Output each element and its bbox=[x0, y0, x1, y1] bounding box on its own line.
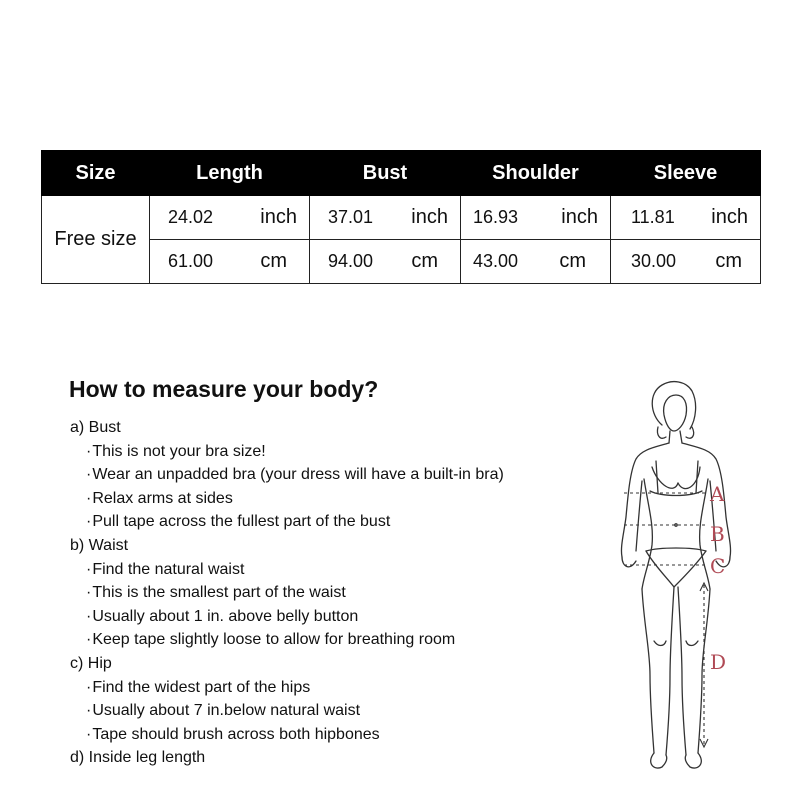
section-heading-hip: c) Hip bbox=[70, 654, 112, 672]
shoulder-inch-value: 16.93 bbox=[473, 207, 519, 227]
section-heading-bust: a) Bust bbox=[70, 419, 121, 436]
size-table-header-row bbox=[42, 151, 761, 196]
list-item: · Relax arms at sides bbox=[70, 487, 504, 511]
list-item: · Usually about 1 in. above belly button bbox=[70, 605, 504, 629]
list-item: · Find the widest part of the hips bbox=[70, 676, 504, 700]
length-cm-cell bbox=[150, 240, 310, 284]
header-shoulder: Shoulder bbox=[461, 151, 611, 196]
size-chart-table bbox=[41, 150, 761, 284]
bust-inch-unit: inch bbox=[411, 206, 448, 228]
measure-instructions-list bbox=[70, 416, 504, 770]
list-item: · Usually about 7 in.below natural waist bbox=[70, 699, 504, 723]
list-item: · Tape should brush across both hipbones bbox=[70, 723, 504, 747]
body-measurement-figure bbox=[600, 375, 760, 785]
shoulder-cm-value: 43.00 bbox=[473, 251, 519, 271]
bust-cm-value: 94.00 bbox=[328, 251, 374, 271]
shoulder-inch-unit: inch bbox=[561, 206, 598, 228]
label-d: D bbox=[710, 650, 727, 674]
label-b: B bbox=[710, 522, 725, 546]
sleeve-cm-value: 30.00 bbox=[631, 251, 677, 271]
table-row-inch bbox=[42, 196, 761, 240]
size-value-cell: Free size bbox=[42, 196, 150, 284]
sleeve-cm-cell bbox=[611, 240, 761, 284]
sleeve-inch-cell bbox=[611, 196, 761, 240]
header-size: Size bbox=[42, 151, 150, 196]
bust-inch-cell bbox=[310, 196, 461, 240]
bust-inch-value: 37.01 bbox=[328, 207, 374, 227]
length-inch-cell bbox=[150, 196, 310, 240]
section-heading-inside-leg: d) Inside leg length bbox=[70, 749, 206, 767]
sleeve-cm-unit: cm bbox=[715, 250, 742, 272]
shoulder-inch-cell bbox=[461, 196, 611, 240]
length-cm-unit: cm bbox=[260, 250, 287, 272]
length-inch-value: 24.02 bbox=[168, 207, 214, 227]
length-inch-unit: inch bbox=[260, 206, 297, 228]
list-item: · This is the smallest part of the waist bbox=[70, 581, 504, 605]
sleeve-inch-unit: inch bbox=[711, 206, 748, 228]
list-item: · Keep tape slightly loose to allow for breathing room bbox=[70, 628, 504, 652]
table-row-cm bbox=[42, 240, 761, 284]
header-length: Length bbox=[150, 151, 310, 196]
list-item: · Find the natural waist bbox=[70, 558, 504, 582]
shoulder-cm-cell bbox=[461, 240, 611, 284]
list-item: · Pull tape across the fullest part of the bust bbox=[70, 510, 504, 534]
section-heading-waist: b) Waist bbox=[70, 536, 129, 554]
bust-cm-unit: cm bbox=[411, 250, 438, 272]
label-c: C bbox=[710, 554, 726, 578]
header-bust: Bust bbox=[310, 151, 461, 196]
length-cm-value: 61.00 bbox=[168, 251, 214, 271]
sleeve-inch-value: 11.81 bbox=[631, 207, 675, 227]
body-outline-illustration bbox=[600, 375, 760, 785]
header-sleeve: Sleeve bbox=[611, 151, 761, 196]
list-item: · This is not your bra size! bbox=[70, 440, 504, 464]
shoulder-cm-unit: cm bbox=[559, 250, 586, 272]
guide-title: How to measure your body? bbox=[69, 376, 379, 402]
list-item: · Wear an unpadded bra (your dress will have a built-in bra) bbox=[70, 463, 504, 487]
label-a: A bbox=[710, 482, 725, 506]
bust-cm-cell bbox=[310, 240, 461, 284]
